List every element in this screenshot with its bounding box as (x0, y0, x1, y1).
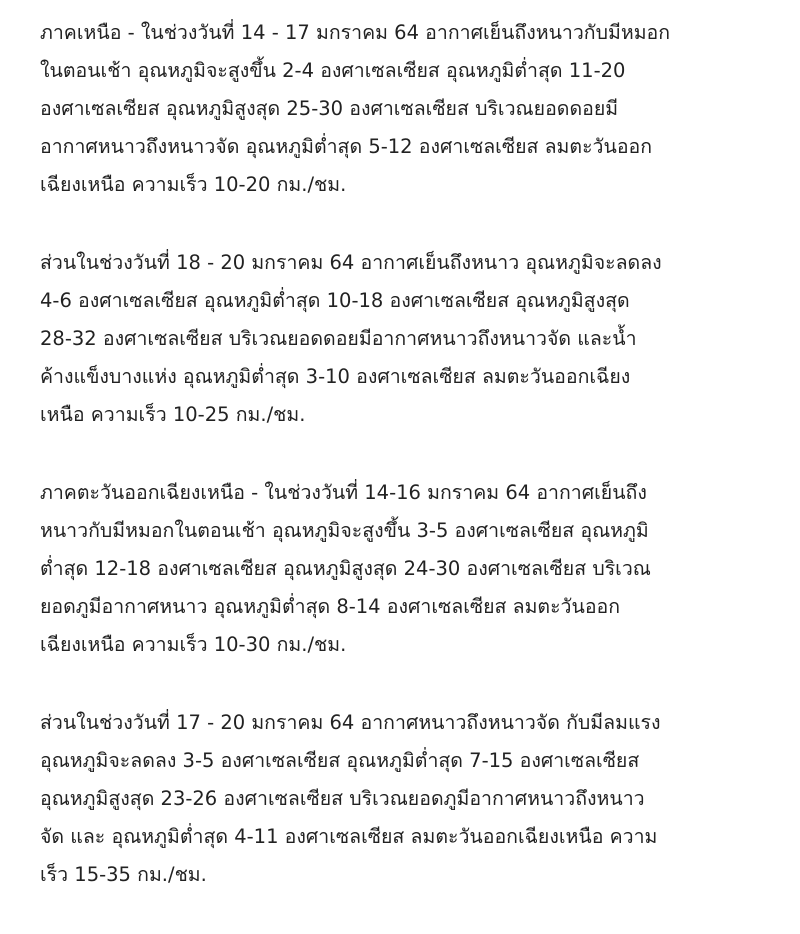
text-line: อุณหภูมิจะลดลง 3-5 องศาเซลเซียส อุณหภูมิต่ำสุด 7-15 องศาเซลเซียส (40, 749, 640, 772)
text-line: ในตอนเช้า อุณหภูมิจะสูงขึ้น 2-4 องศาเซลเซียส อุณหภูมิต่ำสุด 11-20 (40, 59, 626, 82)
text-line: ภาคเหนือ - ในช่วงวันที่ 14 - 17 มกราคม 64 อากาศเย็นถึงหนาวกับมีหมอก (40, 21, 671, 44)
paragraph-north-part1 (40, 14, 760, 204)
text-line: เฉียงเหนือ ความเร็ว 10-30 กม./ชม. (40, 633, 347, 656)
text-line: ยอดภูมีอากาศหนาว อุณหภูมิต่ำสุด 8-14 องศาเซลเซียส ลมตะวันออก (40, 595, 621, 618)
text-line: เฉียงเหนือ ความเร็ว 10-20 กม./ชม. (40, 173, 347, 196)
text-line: อุณหภูมิสูงสุด 23-26 องศาเซลเซียส บริเวณยอดภูมีอากาศหนาวถึงหนาว (40, 787, 645, 810)
text-line: อากาศหนาวถึงหนาวจัด อุณหภูมิต่ำสุด 5-12 องศาเซลเซียส ลมตะวันออก (40, 135, 653, 158)
text-line: หนาวกับมีหมอกในตอนเช้า อุณหภูมิจะสูงขึ้น 3-5 องศาเซลเซียส อุณหภูมิ (40, 519, 649, 542)
text-line: ส่วนในช่วงวันที่ 17 - 20 มกราคม 64 อากาศหนาวถึงหนาวจัด กับมีลมแรง (40, 711, 661, 734)
paragraph-northeast-part2 (40, 704, 760, 894)
text-line: ส่วนในช่วงวันที่ 18 - 20 มกราคม 64 อากาศเย็นถึงหนาว อุณหภูมิจะลดลง (40, 251, 662, 274)
text-line: ภาคตะวันออกเฉียงเหนือ - ในช่วงวันที่ 14-16 มกราคม 64 อากาศเย็นถึง (40, 481, 647, 504)
text-line: 28-32 องศาเซลเซียส บริเวณยอดดอยมีอากาศหนาวถึงหนาวจัด และน้ำ (40, 327, 637, 350)
weather-article (40, 14, 760, 934)
paragraph-north-part2 (40, 244, 760, 434)
text-line: องศาเซลเซียส อุณหภูมิสูงสุด 25-30 องศาเซลเซียส บริเวณยอดดอยมี (40, 97, 619, 120)
paragraph-northeast-part1 (40, 474, 760, 664)
text-line: ค้างแข็งบางแห่ง อุณหภูมิต่ำสุด 3-10 องศาเซลเซียส ลมตะวันออกเฉียง (40, 365, 631, 388)
text-line: ต่ำสุด 12-18 องศาเซลเซียส อุณหภูมิสูงสุด 24-30 องศาเซลเซียส บริเวณ (40, 557, 651, 580)
text-line: เร็ว 15-35 กม./ชม. (40, 863, 207, 886)
text-line: 4-6 องศาเซลเซียส อุณหภูมิต่ำสุด 10-18 องศาเซลเซียส อุณหภูมิสูงสุด (40, 289, 630, 312)
text-line: จัด และ อุณหภูมิต่ำสุด 4-11 องศาเซลเซียส ลมตะวันออกเฉียงเหนือ ความ (40, 825, 658, 848)
text-line: เหนือ ความเร็ว 10-25 กม./ชม. (40, 403, 306, 426)
